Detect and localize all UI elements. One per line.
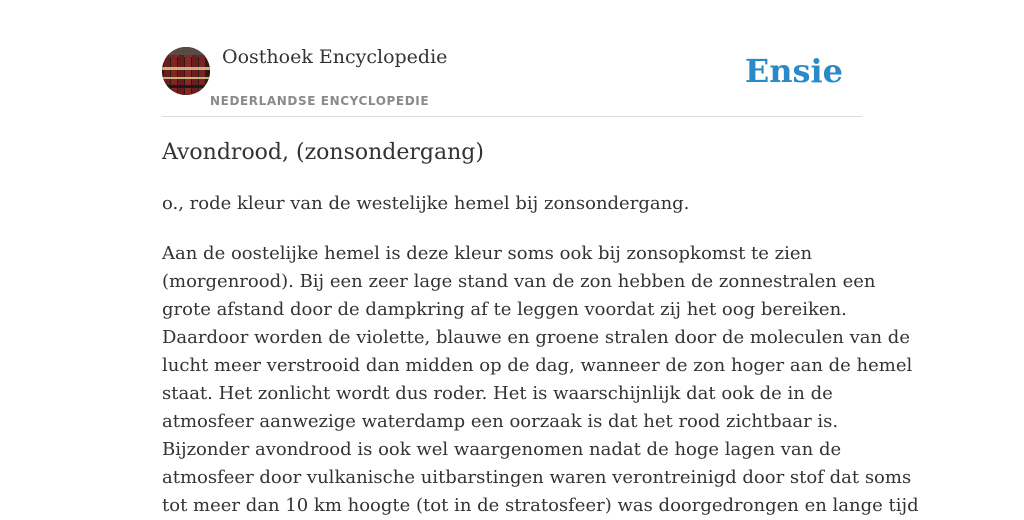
site-title[interactable]: Oosthoek Encyclopedie (222, 46, 448, 68)
body-line: Bijzonder avondrood is ook wel waargenomen nadat de hoge lagen van de (162, 439, 842, 460)
body-line: grote afstand door de dampkring af te leggen voordat zij het oog bereiken. (162, 299, 847, 320)
encyclopedia-books-icon[interactable] (162, 47, 210, 95)
article-title: Avondrood, (zonsondergang) (162, 140, 484, 165)
body-line: (morgenrood). Bij een zeer lage stand van de zon hebben de zonnestralen een (162, 271, 876, 292)
body-line: atmosfeer door vulkanische uitbarstingen waren verontreinigd door stof dat soms (162, 467, 912, 488)
article-body (162, 240, 919, 520)
site-subtitle: NEDERLANDSE ENCYCLOPEDIE (210, 94, 430, 108)
body-line: Aan de oostelijke hemel is deze kleur soms ook bij zonsopkomst te zien (162, 243, 813, 264)
body-line: staat. Het zonlicht wordt dus roder. Het is waarschijnlijk dat ook de in de (162, 383, 833, 404)
article-definition: o., rode kleur van de westelijke hemel bij zonsondergang. (162, 193, 690, 214)
body-line: Daardoor worden de violette, blauwe en groene stralen door de moleculen van de (162, 327, 910, 348)
body-line: atmosfeer aanwezige waterdamp een oorzaak is dat het rood zichtbaar is. (162, 411, 839, 432)
body-line: lucht meer verstrooid dan midden op de dag, wanneer de zon hoger aan de hemel (162, 355, 913, 376)
site-header (162, 40, 862, 117)
body-line: tot meer dan 10 km hoogte (tot in de stratosfeer) was doorgedrongen en lange tijd (162, 495, 919, 516)
brand-logo[interactable]: Ensie (744, 52, 843, 90)
